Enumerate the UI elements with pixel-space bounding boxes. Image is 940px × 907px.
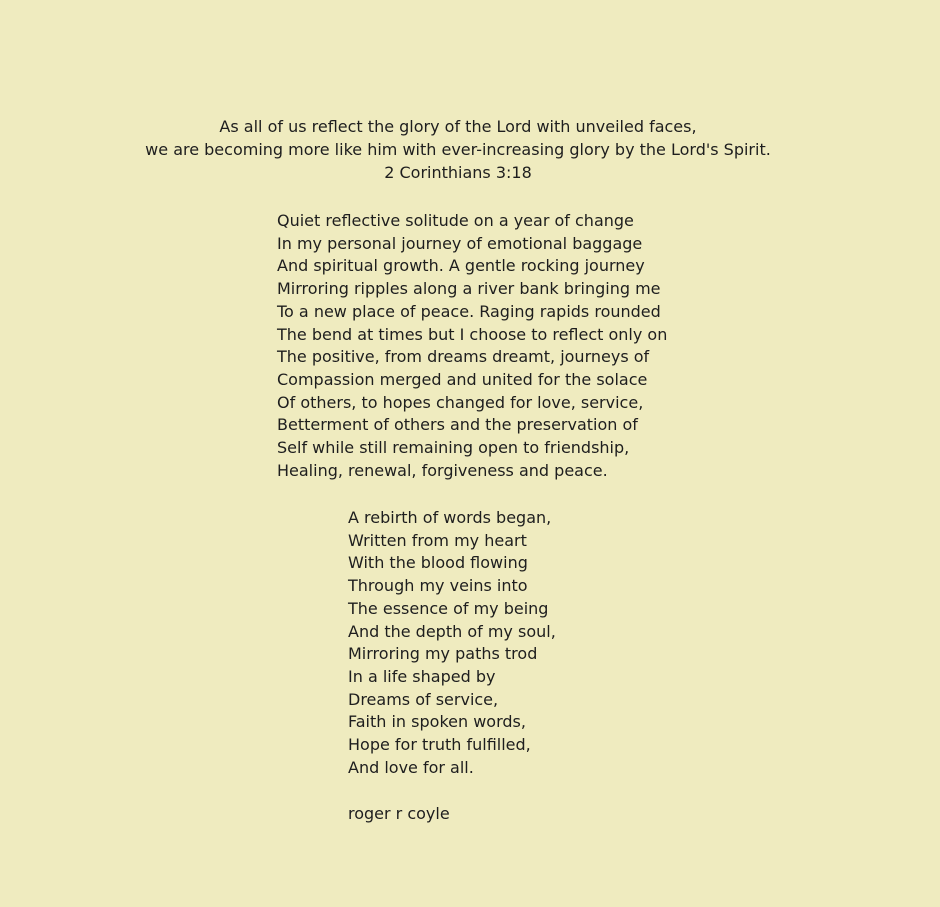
poem-line: The essence of my being	[348, 598, 549, 618]
poem-line: A rebirth of words began,	[348, 508, 552, 527]
poem-line: Mirroring ripples along a river bank bringing me	[277, 279, 661, 299]
poem-line: Healing, renewal, forgiveness and peace.	[277, 460, 608, 480]
poem-line: Betterment of others and the preservation of	[277, 415, 638, 435]
poem-line: Faith in spoken words,	[348, 712, 526, 732]
poem-line: Of others, to hopes changed for love, service,	[277, 392, 644, 412]
epigraph-line: we are becoming more like him with ever-increasing glory by the Lord's Spirit.	[145, 140, 771, 159]
poem-line: Mirroring my paths trod	[348, 644, 538, 664]
epigraph-line: As all of us reflect the glory of the Lord with unveiled faces,	[219, 117, 697, 136]
poem-line: The bend at times but I choose to reflect only on	[277, 324, 668, 344]
poem-line: And the depth of my soul,	[348, 621, 556, 641]
poem-line: Through my veins into	[348, 576, 528, 596]
poem-line: And spiritual growth. A gentle rocking journey	[277, 256, 645, 276]
poem-line: The positive, from dreams dreamt, journeys of	[277, 347, 650, 367]
scripture-epigraph	[0, 115, 916, 184]
author-signature: roger r coyle	[348, 804, 450, 823]
poem-line: Written from my heart	[348, 530, 527, 550]
scripture-reference: 2 Corinthians 3:18	[384, 163, 532, 182]
poem-line: To a new place of peace. Raging rapids rounded	[277, 301, 661, 321]
poem-line: In a life shaped by	[348, 666, 496, 686]
poem-line: In my personal journey of emotional baggage	[277, 233, 643, 253]
poem-stanza-2	[348, 507, 556, 779]
poem-line: Self while still remaining open to friendship,	[277, 438, 630, 458]
poem-stanza-1	[277, 210, 667, 482]
poem-line: Quiet reflective solitude on a year of change	[277, 211, 634, 230]
poem-line: Dreams of service,	[348, 689, 499, 709]
poem-line: And love for all.	[348, 757, 474, 777]
poem-line: Hope for truth fulfilled,	[348, 735, 531, 755]
poem-line: Compassion merged and united for the solace	[277, 369, 648, 389]
poem-line: With the blood flowing	[348, 553, 528, 573]
